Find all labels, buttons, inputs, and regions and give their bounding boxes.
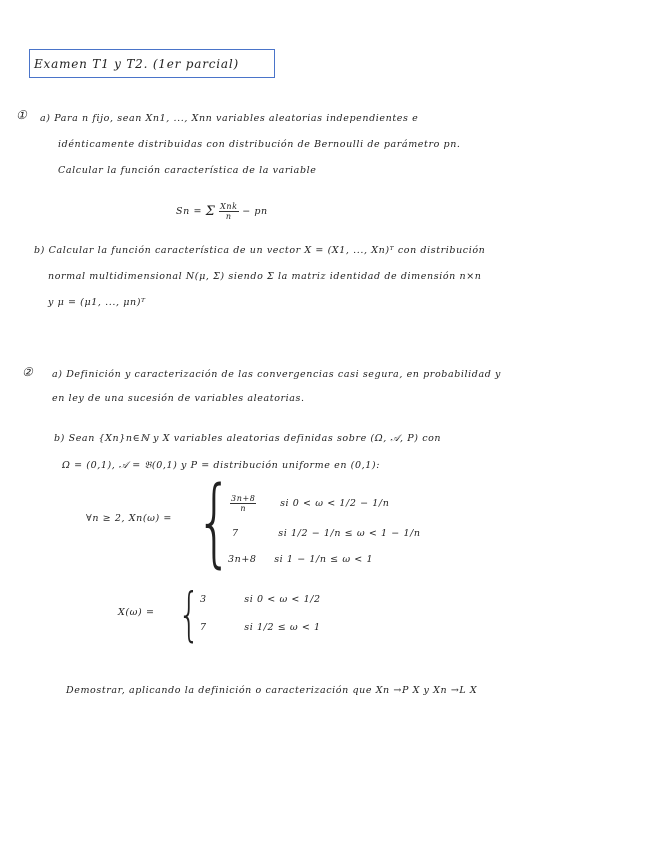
ex2-b-line1: b) Sean {Xn}n∈ℕ y X variables aleatorias definidas sobre (Ω, 𝒜, P) con — [54, 433, 442, 444]
ex1-formula — [176, 202, 268, 221]
ex1-number: ① — [16, 108, 28, 122]
xn-brace: { — [196, 466, 233, 578]
ex1-a-line2: idénticamente distribuidas con distribución de Bernoulli de parámetro pn. — [58, 139, 461, 150]
ex1-b-line3: y μ = (μ1, ..., μn)ᵀ — [48, 297, 146, 308]
sum-sign: Σ — [205, 203, 216, 219]
ex2-number: ② — [22, 365, 34, 379]
sum-symbol — [205, 203, 216, 219]
xcase1-cond: si 0 < ω < 1/2 — [244, 594, 321, 605]
case1-bot: n — [240, 504, 247, 513]
ex1-a-line1: a) Para n fijo, sean Xn1, ..., Xnn variables aleatorias independientes e — [40, 113, 419, 124]
xn-case2 — [232, 528, 421, 539]
ex1-a-line3: Calcular la función característica de la variable — [58, 165, 317, 176]
formula-lhs: Sn = — [176, 206, 203, 217]
x-brace: { — [178, 580, 201, 648]
frac-top: Xnk — [220, 202, 238, 211]
exam-title: Examen T1 y T2. (1er parcial) — [34, 57, 239, 71]
xn-case3 — [228, 554, 373, 565]
ex2-a-line2: en ley de una sucesión de variables aleatorias. — [52, 393, 305, 404]
xcase1-val: 3 — [200, 594, 207, 605]
ex2-a-line1: a) Definición y caracterización de las convergencias casi segura, en probabilidad y — [52, 369, 502, 380]
ex1-b-line2: normal multidimensional N(μ, Σ) siendo Σ la matriz identidad de dimensión n×n — [48, 271, 482, 282]
xcase2-val: 7 — [200, 622, 207, 633]
ex2-b-line2: Ω = (0,1), 𝒜 = 𝔅(0,1) y P = distribución uniforme en (0,1): — [62, 460, 380, 471]
ex1-b-line1: b) Calcular la función característica de un vector X = (X1, ..., Xn)ᵀ con distribución — [34, 245, 486, 256]
case1-top: 3n+8 — [231, 494, 256, 503]
frac-bot: n — [225, 212, 232, 221]
x-case2 — [200, 622, 321, 633]
xn-lhs: ∀n ≥ 2, Xn(ω) = — [86, 513, 172, 524]
formula-fraction — [219, 202, 239, 221]
ex2-final: Demostrar, aplicando la definición o caracterización que Xn →P X y Xn →L X — [66, 685, 478, 696]
xn-case1 — [230, 494, 389, 513]
x-case1 — [200, 594, 321, 605]
xcase2-cond: si 1/2 ≤ ω < 1 — [244, 622, 321, 633]
case2-cond: si 1/2 − 1/n ≤ ω < 1 − 1/n — [278, 528, 421, 539]
case1-cond: si 0 < ω < 1/2 − 1/n — [280, 498, 390, 509]
case3-cond: si 1 − 1/n ≤ ω < 1 — [274, 554, 374, 565]
formula-rest: − pn — [242, 206, 268, 217]
case3-val: 3n+8 — [228, 554, 257, 565]
case1-frac — [230, 494, 256, 513]
case2-val: 7 — [232, 528, 239, 539]
x-lhs: X(ω) = — [118, 607, 155, 618]
